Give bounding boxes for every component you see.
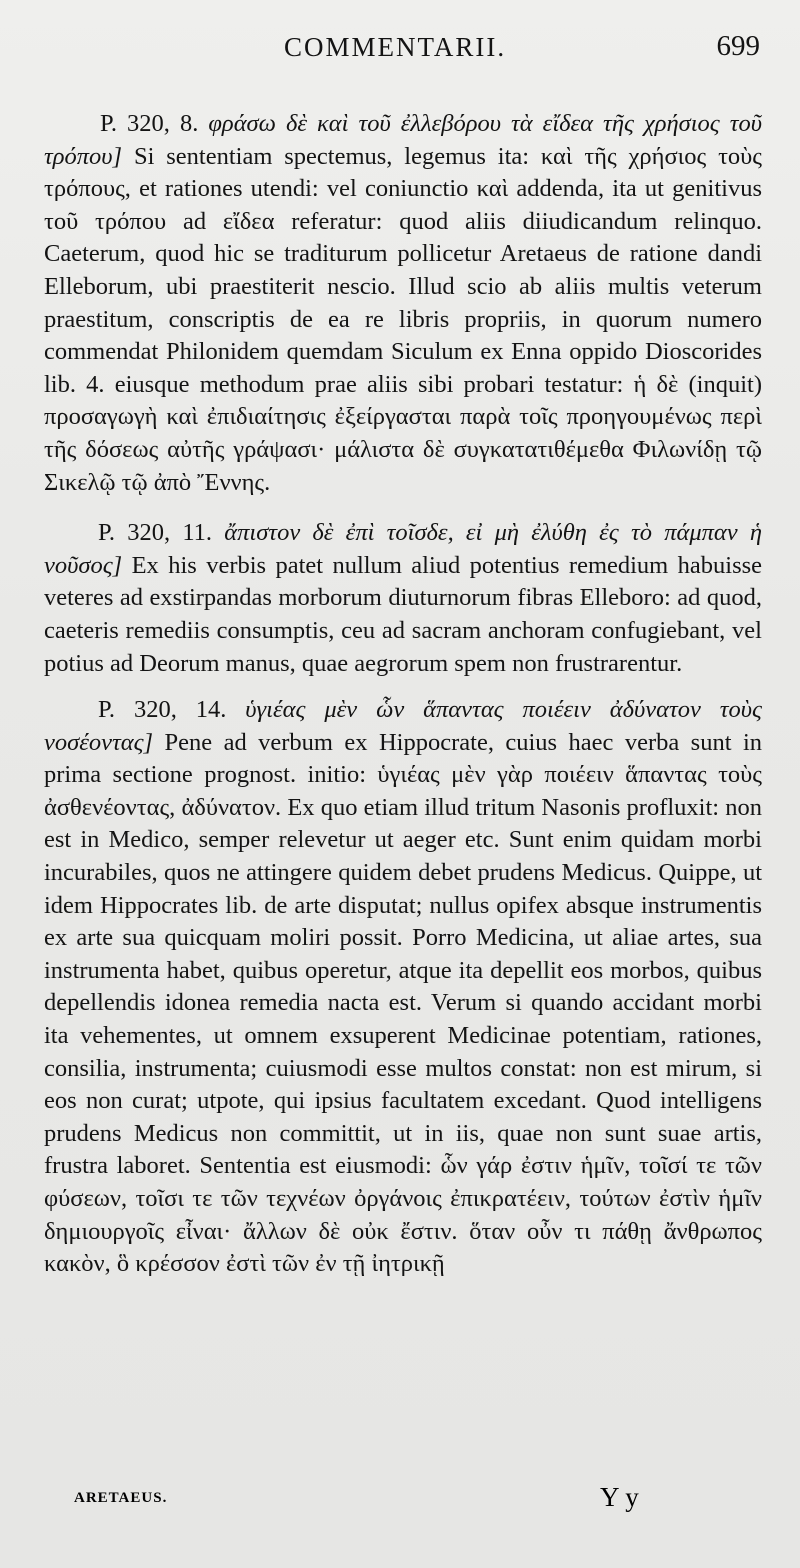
passage-reference: P. 320, 8. (100, 110, 199, 137)
lemma-greek: ὑγιέας μὲν ὧν ἅπαντας ποιέειν ἀδύνατον τοὺς νοσέοντας] (44, 696, 762, 756)
passage-reference: P. 320, 14. (98, 696, 227, 724)
signature-mark: ARETAEUS. (74, 1490, 168, 1506)
commentary-paragraph (44, 694, 762, 1281)
lemma-greek: φράσω δὲ καὶ τοῦ ἐλλεβόρου τὰ εἴδεα τῆς χρήσιος τοῦ τρόπου] (44, 110, 763, 170)
page-footer (44, 1482, 762, 1522)
page-title: COMMENTARII. (284, 32, 507, 62)
commentary-text: Ex his verbis patet nullum aliud potentius remedium habuisse veteres ad exstirpandas morborum diuturnorum fibras Elleboro: ad quod, caeteris remediis consumptis, ceu ad sacram anchoram confugiebant, vel potius ad Deorum manus, quae aegrorum spem non frustrarentur. (44, 551, 763, 677)
commentary-paragraph (44, 517, 762, 680)
commentary-paragraph (44, 108, 762, 499)
running-head (44, 28, 762, 74)
passage-reference: P. 320, 11. (98, 519, 213, 547)
lemma-greek: ἄπιστον δὲ ἐπὶ τοῖσδε, εἰ μὴ ἐλύθη ἐς τὸ πάμπαν ἡ νοῦσος] (44, 519, 762, 579)
page-number: 699 (716, 30, 760, 62)
commentary-text: Pene ad verbum ex Hippocrate, cuius haec verba sunt in prima sectione prognost. initio: ὑγιέας μὲν γὰρ ποιέειν ἅπαντας τοὺς ἀσθενέοντας, ἀδύνατον. Ex quo etiam illud tritum Nasonis profluxit: non est in Medico, semper relevetur ut aeger etc. Sunt enim quidam morbi incurabiles, quos ne attingere quidem debet prudens Medicus. Quippe, ut idem Hippocrates lib. de arte disputat; nullus opifex absque instrumentis ex arte sua quicquam moliri possit. Porro Medicina, ut aliae artes, sua instrumenta habet, quibus operetur, atque ita depellit eos morbos, quibus depellendis idonea remedia nacta est. Verum si quando accidant morbi ita vehementes, ut omnem exsuperent Medicinae potentiam, rationes, consilia, instrumenta; cuiusmodi esse multos constat: non est mirum, si eos non curat; utpote, qui ipsius facultatem excedant. Quod intelligens prudens Medicus non committit, ut in iis, quae non sunt suae artis, frustra laboret. Sententia est eiusmodi: ὧν γάρ ἐστιν ἡμῖν, τοῖσί τε τῶν φύσεων, τοῖσι τε τῶν τεχνέων ὀργάνοις ἐπικρατέειν, τούτων ἐστὶν ἡμῖν δημιουργοῖς εἶναι· ἄλλων δὲ οὐκ ἔστιν. ὅταν οὖν τι πάθῃ ἄνθρωπος κακὸν, ὃ κρέσσον ἐστὶ τῶν ἐν τῇ ἰητρικῇ (44, 728, 762, 1278)
commentary-text: Si sententiam spectemus, legemus ita: καὶ τῆς χρήσιος τοὺς τρόπους, et rationes utendi: vel coniunctio καὶ addenda, ita ut genitivus τοῦ τρόπου ad εἴδεα referatur: quod aliis diiudicandum relinquo. Caeterum, quod hic se traditurum pollicetur Aretaeus de ratione dandi Elleborum, ubi praestiterit nescio. Illud scio ab aliis multis veterum praestitum, conscriptis de ea re libris propriis, in quorum numero commendat Philonidem quemdam Siculum ex Enna oppido Dioscorides lib. 4. eiusque methodum prae aliis sibi probari testatur: ἡ δὲ (inquit) προσαγωγὴ καὶ ἐπιδιαίτησις ἐξείργασται παρὰ τοῖς προηγουμένως περὶ τῆς δόσεως αὐτῆς γράψασι· μάλιστα δὲ συγκατατιθέμεθα Φιλωνίδῃ τῷ Σικελῷ τῷ ἀπὸ Ἔννης. (44, 142, 762, 496)
quire-mark: Y y (600, 1482, 639, 1512)
